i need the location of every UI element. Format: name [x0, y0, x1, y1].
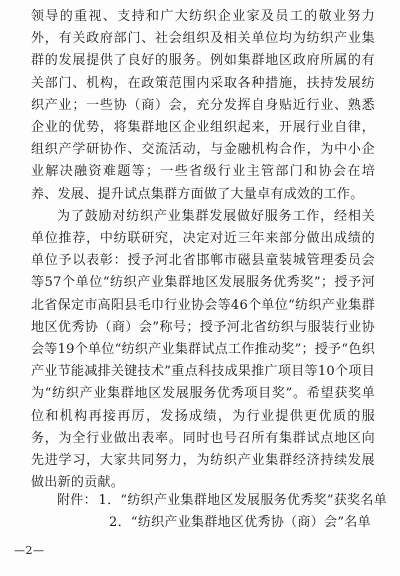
attachment-item — [57, 512, 387, 534]
document-body — [31, 6, 375, 494]
attachments-section — [57, 490, 387, 534]
attachment-item-title: 1．“纺织产业集群地区发展服务优秀奖”获奖名单 — [98, 493, 387, 508]
paragraph-continuation: 领导的重视、支持和广大纺织企业家及员工的敬业努力外，有关政府部门、社会组织及相关单位均为纺织产业集群的发展提供了良好的服务。例如集群地区政府所属的有关部门、机构，在政策范围内采取各种措施，扶持发展纺织产业；一些协（商）会，充分发挥自身贴近行业、熟悉企业的优势，将集群地区企业组织起来，开展行业自律，组织产学研协作、交流活动，与金融机构合作，为中小企业解决融资难题等；一些省级行业主管部门和协会在培养、发展、提升试点集群方面做了大量卓有成效的工作。 — [31, 9, 375, 202]
attachments-label: 附件： — [57, 493, 97, 508]
attachment-item — [57, 490, 387, 512]
attachment-indent — [57, 512, 109, 534]
paragraph-commendation: 为了鼓励对纺织产业集群发展做好服务工作，经相关单位推荐，中纺联研究，决定对近三年来部分做出成绩的单位予以表彰：授予河北省邯郸市磁县童装城管理委员会等57个单位“纺织产业集群地区发展服务优秀奖”；授予河北省保定市高阳县毛巾行业协会等46个单位“纺织产业集群地区优秀协（商）会”称号；授予河北省纺织与服装行业协会等19个单位“纺织产业集群试点工作推动奖”；授予“色织产业节能减排关键技术”重点科技成果推广项目等10个项目为“纺织产业集群地区发展服务优秀项目奖”。希望获奖单位和机构再接再厉，发扬成绩，为行业提供更优质的服务，为全行业做出表率。同时也号召所有集群试点地区向先进学习，大家共同努力，为纺织产业集群经济持续发展做出新的贡献。 — [31, 208, 375, 491]
attachment-item-title: 2．“纺织产业集群地区优秀协（商）会”名单 — [109, 515, 371, 530]
page-number: —2— — [14, 544, 45, 557]
